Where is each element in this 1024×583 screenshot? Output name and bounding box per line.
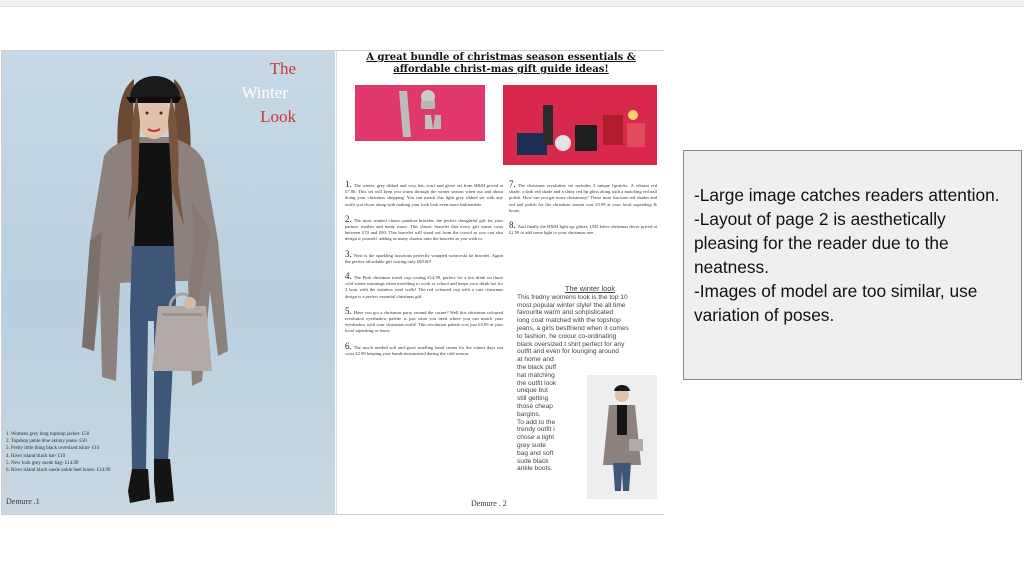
sidebar-line: To add to the (517, 418, 556, 426)
credit-line: 4. River island black hat- £10 (6, 453, 66, 459)
sidebar-line: the black puff (517, 363, 557, 371)
article-column-right (509, 181, 657, 236)
article-item-2 (345, 213, 503, 243)
item-number: 7. (509, 179, 516, 189)
credit-line: 6. River island black suede ankle heel boots- £14.99 (6, 468, 111, 474)
article-item-6 (345, 340, 503, 357)
item-text: The most wanted classic pandora bracelet, the perfect thoughtful gift for your partner, mother and many more. This classic bracelet that every girl wants costs between £70 and £80. This bracelet will stand out from the crowd as you can also design it yourself, adding as many charms onto the bracelet as you wish to. (345, 217, 503, 242)
article-item-5 (345, 305, 503, 335)
sidebar-line: grey sude (517, 441, 546, 449)
outfit-credits-list (6, 431, 186, 474)
winter-accessories-photo (355, 85, 485, 141)
sidebar-line: trendy outfit i (517, 426, 555, 434)
title-line-3: Look (260, 107, 296, 126)
sidebar-line: bag and soft (517, 449, 554, 457)
item-number: 4. (345, 271, 352, 282)
sidebar-line: to fashion. he colour co-ordinating (517, 332, 617, 340)
item-number: 8. (509, 220, 516, 231)
item-text: Have you got a christmas party around the corner? Well this christmas coloured revolution eyeshadow palette is just what you need where you can match your eyeshadow with your christmas outfit! This revolution palette cost just £4.99 at your local superdrug or boots (345, 309, 503, 334)
page-1 (2, 51, 335, 514)
page-footer-brand: Demure .1 (6, 497, 40, 506)
item-text: The much needed soft and great smelling hand cream for the winter days out costs £2.99 keeping your hands moisturized during the cold season. (345, 344, 503, 356)
sidebar-title: The winter look (564, 284, 616, 293)
article-item-1 (345, 181, 503, 208)
article-item-4 (345, 273, 503, 300)
page-title (216, 57, 296, 129)
item-text: Next is the sparkling luxurious perfectly wrapped swarovski tie bracelet. Again the perfect affordable gift costing only £69.00! (345, 252, 503, 264)
sidebar-line: sude black (517, 457, 549, 465)
sidebar-line: chose a light (517, 434, 555, 442)
credit-line: 1. Womens grey long topshop jacket- £50 (6, 432, 90, 437)
sidebar-line: the outfit look (517, 379, 557, 387)
sidebar-line: still getting (517, 395, 549, 403)
sidebar-line: jeans, a girls bestfriend when it comes (517, 324, 629, 332)
item-text: The winter, grey ribbed and cosy hat, scarf and glove set from H&M priced at £7.00. This set will keep you warm through the winter season when out and about doing your christmas shopping. You can match this light grey ribbed set with any outfit you chose along with making your look look even more fashionable. (345, 183, 503, 207)
sidebar-line: favourite warm and sohpislicated (517, 309, 614, 317)
sidebar-line: those cheap (517, 402, 553, 410)
sidebar-line: outfit and even for lounging around (517, 348, 619, 356)
feedback-comment-box (683, 150, 1022, 380)
item-number: 2. (345, 213, 352, 224)
comment-line: -Layout of page 2 is aesthetically pleasing for the reader due to the neatness. (694, 209, 949, 277)
top-toolbar-strip (0, 0, 1024, 7)
comment-line: -Large image catches readers attention. (694, 185, 1000, 205)
sidebar-line: bargins. (517, 410, 541, 418)
christmas-gifts-photo (503, 85, 657, 165)
sidebar-line: most popular winter style! the all time (517, 301, 626, 309)
sidebar-line: ankle boots. (517, 465, 553, 473)
sidebar-line: This fredny womens look is the top 10 (517, 293, 628, 301)
item-number: 6. (345, 340, 352, 351)
credit-line: 5. New look grey suede bag- £14.99 (6, 460, 79, 466)
sidebar-line: long coat matched with the topshop (517, 317, 621, 325)
article-item-3 (345, 248, 503, 265)
item-number: 1. (345, 179, 352, 189)
item-number: 5. (345, 305, 352, 316)
sidebar-line: hat matching (517, 371, 555, 379)
article-column-left (345, 181, 503, 357)
page-footer-brand: Demure . 2 (471, 499, 507, 508)
sidebar-line: black oversized t shirt perfect for any (517, 340, 625, 348)
item-number: 3. (345, 248, 352, 259)
sidebar-line: at home and (517, 356, 554, 364)
item-text: The Pink christmas travel cup costing £14.99, perfect for a hot drink on those cold winter mornings when travelling to work or school and keeps your drink hot for 3 hour with the stainless steel walls! The red coloured cup with a cute christmas design is a perfect essential christmas gift. (345, 275, 503, 299)
item-text: And finally the H&M light up, glitter, LED letter christmas decor priced at £2.99 to add some light to your christmas tree. (509, 224, 657, 236)
article-item-7 (509, 181, 657, 214)
page-2 (336, 51, 664, 514)
credit-line: 3. Pretty little thing black oversized tshirt- £10 (6, 446, 100, 452)
credit-line: 2. Topshop jamie blue skinny jeans- £50 (6, 439, 87, 445)
item-text: The christmas revolution set includes 3 unique lipsticks. A vibrant red shade, a dark red shade and a shiny red lip gloss along with a matching red nail polish. How can you get more christmasy? These most luscious red shades and red nail polish for the christmas season cost £5.99 at your local superdrug & boots. (509, 183, 657, 213)
model-thumbnail-photo (587, 375, 657, 499)
sidebar-line: unique but (517, 387, 548, 395)
article-item-8 (509, 222, 657, 236)
magazine-spread (1, 50, 664, 515)
comment-line: -Images of model are too similar, use variation of poses. (694, 281, 978, 325)
title-line-2: Winter (241, 83, 288, 102)
headline: A great bundle of christmas season essentials & affordable christ-mas gift guide ideas! (366, 52, 636, 75)
title-line-1: The (269, 59, 296, 78)
